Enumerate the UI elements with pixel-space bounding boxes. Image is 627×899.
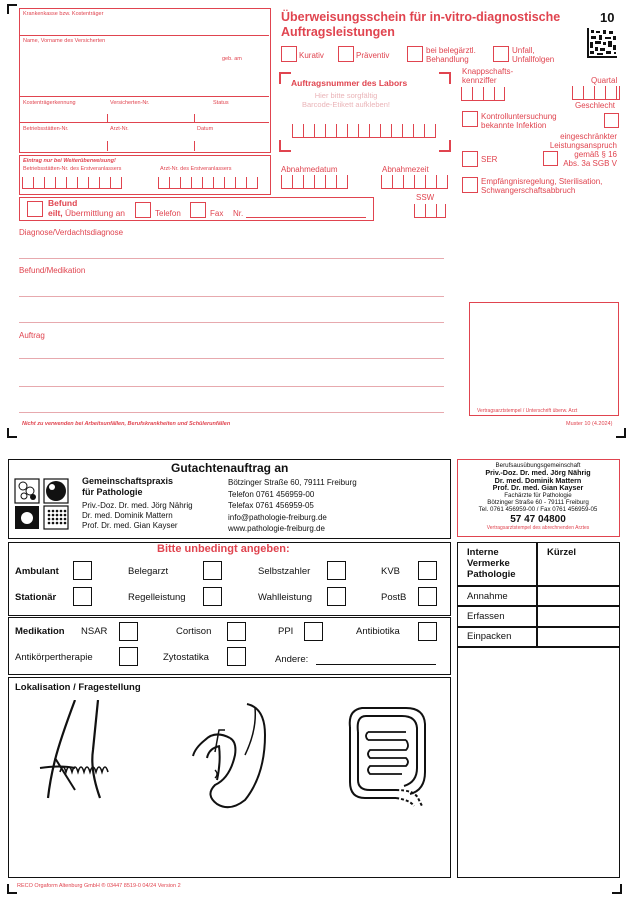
practice-name-line1: Gemeinschaftspraxis: [82, 476, 174, 486]
footer-note: Nicht zu verwenden bei Arbeitsunfällen, Berufskrankheiten und Schülerunfällen: [22, 421, 231, 427]
billing-stamp-line2: Priv.-Doz. Dr. med. Jörg Nährig: [485, 468, 591, 478]
practice-web: www.pathologie-freiburg.de: [228, 524, 325, 533]
lab-order-hint2: Barcode-Etikett aufkleben!: [302, 100, 390, 109]
annahme-label: Annahme: [467, 591, 508, 602]
internal-heading-line2: Vermerke: [467, 558, 510, 569]
doctor-stamp-caption: Vertragsarztstempel / Unterschrift überw. Arzt: [477, 408, 578, 414]
billing-stamp-line9: Vertragsarztstempel des abrechnenden Arztes: [486, 524, 590, 531]
form-title-line2: Auftragsleistungen: [281, 25, 395, 39]
collection-date-label: Abnahmedatum: [281, 165, 338, 174]
unfall-line1: Unfall,: [512, 46, 535, 55]
quartal-boxes[interactable]: [572, 86, 620, 100]
quartal-label: Quartal: [591, 76, 618, 85]
beleg-checkbox[interactable]: [407, 46, 423, 62]
practice-heading: Gutachtenauftrag an: [171, 461, 289, 475]
status-label: Status: [213, 100, 229, 106]
kontroll-line2: bekannte Infektion: [481, 121, 547, 130]
practice-address: Bötzinger Straße 60, 79111 Freiburg: [228, 478, 357, 487]
referral-heading: Eintrag nur bei Weiterüberweisung!: [23, 158, 116, 164]
unfall-line2: Unfallfolgen: [512, 55, 555, 64]
kuerzel-label: Kürzel: [547, 547, 577, 558]
lab-order-label: Auftragsnummer des Labors: [291, 78, 408, 88]
billing-stamp-line4: Prof. Dr. med. Gian Kayser: [492, 483, 584, 493]
wahlleistung-label: Wahlleistung: [258, 592, 313, 603]
ssw-boxes[interactable]: [414, 204, 446, 218]
zytostatika-checkbox[interactable]: [227, 647, 246, 666]
practice-phone: Telefon 0761 456959-00: [228, 489, 315, 499]
limited-line3: gemäß § 16: [574, 150, 617, 159]
befund-line1: Befund: [48, 198, 78, 208]
collection-date-boxes[interactable]: [281, 175, 348, 189]
kontroll-line1: Kontrolluntersuchung: [481, 112, 557, 121]
limited-line1: eingeschränkter: [560, 132, 617, 141]
beleg-line1: bei belegärztl.: [426, 46, 476, 55]
lab-order-hint: [302, 91, 390, 109]
billing-stamp-line5: Fachärzte für Pathologie: [504, 491, 572, 499]
form-number: 10: [600, 10, 615, 25]
practice-logo: [14, 478, 72, 530]
nr-label: Nr.: [233, 209, 244, 218]
phone-checkbox[interactable]: [135, 202, 151, 218]
phone-label: Telefon: [155, 209, 181, 218]
dob-label: geb. am: [222, 56, 242, 62]
kurativ-label: Kurativ: [299, 51, 324, 60]
practice-doctor-3: Prof. Dr. med. Gian Kayser: [82, 521, 178, 530]
auftrag-label: Auftrag: [19, 331, 45, 340]
collection-time-label: Abnahmezeit: [382, 165, 429, 174]
empf-checkbox[interactable]: [462, 177, 478, 193]
referral-doctor-label: Arzt-Nr. des Erstveranlassers: [160, 166, 232, 172]
internal-heading-line1: Interne: [467, 547, 499, 558]
fax-label: Fax: [210, 209, 224, 218]
internal-heading: [467, 547, 516, 580]
einpacken-label: Einpacken: [467, 631, 512, 642]
billing-stamp-line8: 57 47 04800: [510, 513, 566, 525]
befund-medikation-label: Befund/Medikation: [19, 266, 86, 275]
befund-line2: eilt,: [48, 208, 63, 218]
zytostatika-label: Zytostatika: [163, 652, 209, 663]
ssw-label: SSW: [416, 193, 435, 202]
limited-line2: Leistungsanspruch: [549, 141, 617, 150]
datamatrix-code: [587, 28, 617, 58]
regelleistung-label: Regelleistung: [128, 592, 186, 603]
unfall-label: [512, 46, 554, 64]
referral-doctor-boxes[interactable]: [158, 177, 258, 189]
selbstzahler-checkbox[interactable]: [327, 561, 346, 580]
kvb-checkbox[interactable]: [418, 561, 437, 580]
stationaer-checkbox[interactable]: [73, 587, 92, 606]
stationaer-label: Stationär: [15, 592, 57, 603]
practice-doctor-2: Dr. med. Dominik Mattern: [82, 511, 173, 520]
practice-contact: [228, 477, 357, 535]
practice-doctors: [82, 501, 193, 531]
unfall-checkbox[interactable]: [493, 46, 509, 62]
empf-label: [481, 177, 602, 195]
printer-imprint: RECO Orgaform Altenburg GmbH ® 03447 8519-0 04/24 Version 2: [17, 883, 181, 889]
regelleistung-checkbox[interactable]: [203, 587, 222, 606]
payer-id-label: Kostenträgerkennung: [23, 100, 76, 106]
ppi-label: PPI: [278, 626, 294, 637]
selbstzahler-label: Selbstzahler: [258, 566, 311, 577]
nr-line[interactable]: [246, 217, 366, 218]
befund-label: [48, 198, 125, 218]
nsar-checkbox[interactable]: [119, 622, 138, 641]
insured-no-label: Versicherten-Nr.: [110, 100, 150, 106]
lab-order-hint1: Hier bitte sorgfältig: [314, 91, 378, 100]
empf-line1: Empfängnisregelung, Sterilisation,: [481, 177, 603, 186]
diagnose-label: Diagnose/Verdachtsdiagnose: [19, 228, 124, 237]
billing-stamp-line1: Berufsausübungsgemeinschaft: [495, 462, 581, 469]
ser-label: SER: [481, 155, 498, 164]
limited-line4: Abs. 3a SGB V: [563, 159, 617, 168]
ambulant-label: Ambulant: [15, 566, 59, 577]
limited-checkbox[interactable]: [543, 151, 558, 166]
practice-fax: Telefax 0761 456959-05: [228, 501, 314, 510]
kvb-label: KVB: [381, 566, 401, 577]
fax-checkbox[interactable]: [190, 202, 206, 218]
antibiotika-checkbox[interactable]: [418, 622, 437, 641]
beleg-label: [426, 46, 476, 64]
referral-site-label: Betriebsstätten-Nr. des Erstveranlassers: [23, 166, 122, 172]
billing-stamp-line3: Dr. med. Dominik Mattern: [494, 475, 582, 485]
erfassen-label: Erfassen: [467, 611, 505, 622]
form-title-line1: Überweisungsschein für in-vitro-diagnostische: [281, 10, 561, 24]
medication-heading: Medikation: [15, 626, 65, 637]
antikoerper-label: Antikörpertherapie: [15, 652, 93, 663]
insurer-label: Krankenkasse bzw. Kostenträger: [23, 11, 104, 17]
kontroll-checkbox[interactable]: [462, 111, 478, 127]
site-no-label: Betriebsstätten-Nr.: [23, 126, 69, 132]
name-label: Name, Vorname des Versicherten: [23, 38, 106, 44]
ser-checkbox[interactable]: [462, 151, 478, 167]
internal-heading-line3: Pathologie: [467, 569, 516, 580]
practice-doctor-1: Priv.-Doz. Dr. med. Jörg Nährig: [82, 501, 193, 510]
antibiotika-label: Antibiotika: [356, 626, 400, 637]
stomach-drawing: [185, 700, 275, 812]
geschlecht-box[interactable]: [604, 113, 619, 128]
belegarzt-label: Belegarzt: [128, 566, 169, 577]
intestine-drawing: [340, 702, 440, 814]
praeventiv-label: Präventiv: [356, 51, 390, 60]
lab-order-digit-boxes[interactable]: [292, 124, 436, 138]
date-label: Datum: [197, 126, 214, 132]
practice-email: info@pathologie-freiburg.de: [228, 512, 327, 522]
wahlleistung-checkbox[interactable]: [327, 587, 346, 606]
knappschaft-line2: kennziffer: [462, 76, 497, 85]
belegarzt-checkbox[interactable]: [203, 561, 222, 580]
praeventiv-checkbox[interactable]: [338, 46, 354, 62]
antikoerper-checkbox[interactable]: [119, 647, 138, 666]
doctor-no-label: Arzt-Nr.: [110, 126, 129, 132]
transmission-label: Übermittlung an: [65, 208, 126, 218]
andere-label: Andere:: [275, 654, 309, 665]
postb-checkbox[interactable]: [418, 587, 437, 606]
ppi-checkbox[interactable]: [304, 622, 323, 641]
knappschaft-line1: Knappschafts-: [462, 67, 514, 76]
collection-time-boxes[interactable]: [381, 175, 448, 189]
knappschaft-label: [462, 67, 513, 85]
beleg-line2: Behandlung: [426, 55, 469, 64]
cortison-label: Cortison: [176, 626, 212, 637]
befund-eilt-checkbox[interactable]: [27, 201, 43, 217]
form-title: [281, 10, 560, 40]
colon-segment-drawing: [20, 700, 140, 800]
ambulant-checkbox[interactable]: [73, 561, 92, 580]
localisation-heading: Lokalisation / Fragestellung: [15, 682, 141, 693]
geschlecht-label: Geschlecht: [575, 101, 616, 110]
practice-name: [82, 476, 173, 498]
kurativ-checkbox[interactable]: [281, 46, 297, 62]
practice-name-line2: für Pathologie: [82, 487, 143, 497]
knappschaft-boxes[interactable]: [461, 87, 505, 101]
postb-label: PostB: [381, 592, 407, 603]
doctor-stamp-box[interactable]: [469, 302, 619, 416]
billing-stamp-line6: Bötzinger Straße 60 - 79111 Freiburg: [487, 499, 589, 507]
andere-input-line[interactable]: [316, 664, 436, 665]
billing-stamp: [458, 462, 618, 532]
empf-line2: Schwangerschaftsabbruch: [481, 186, 576, 195]
referral-site-boxes[interactable]: [22, 177, 122, 189]
cortison-checkbox[interactable]: [227, 622, 246, 641]
bitte-heading: Bitte unbedingt angeben:: [157, 543, 290, 555]
nsar-label: NSAR: [81, 626, 108, 637]
billing-stamp-line7: Tel. 0761 456959-00 / Fax 0761 456959-05: [478, 506, 598, 514]
footer-model: Muster 10 (4.2024): [566, 421, 613, 427]
kontroll-label: [481, 112, 557, 130]
